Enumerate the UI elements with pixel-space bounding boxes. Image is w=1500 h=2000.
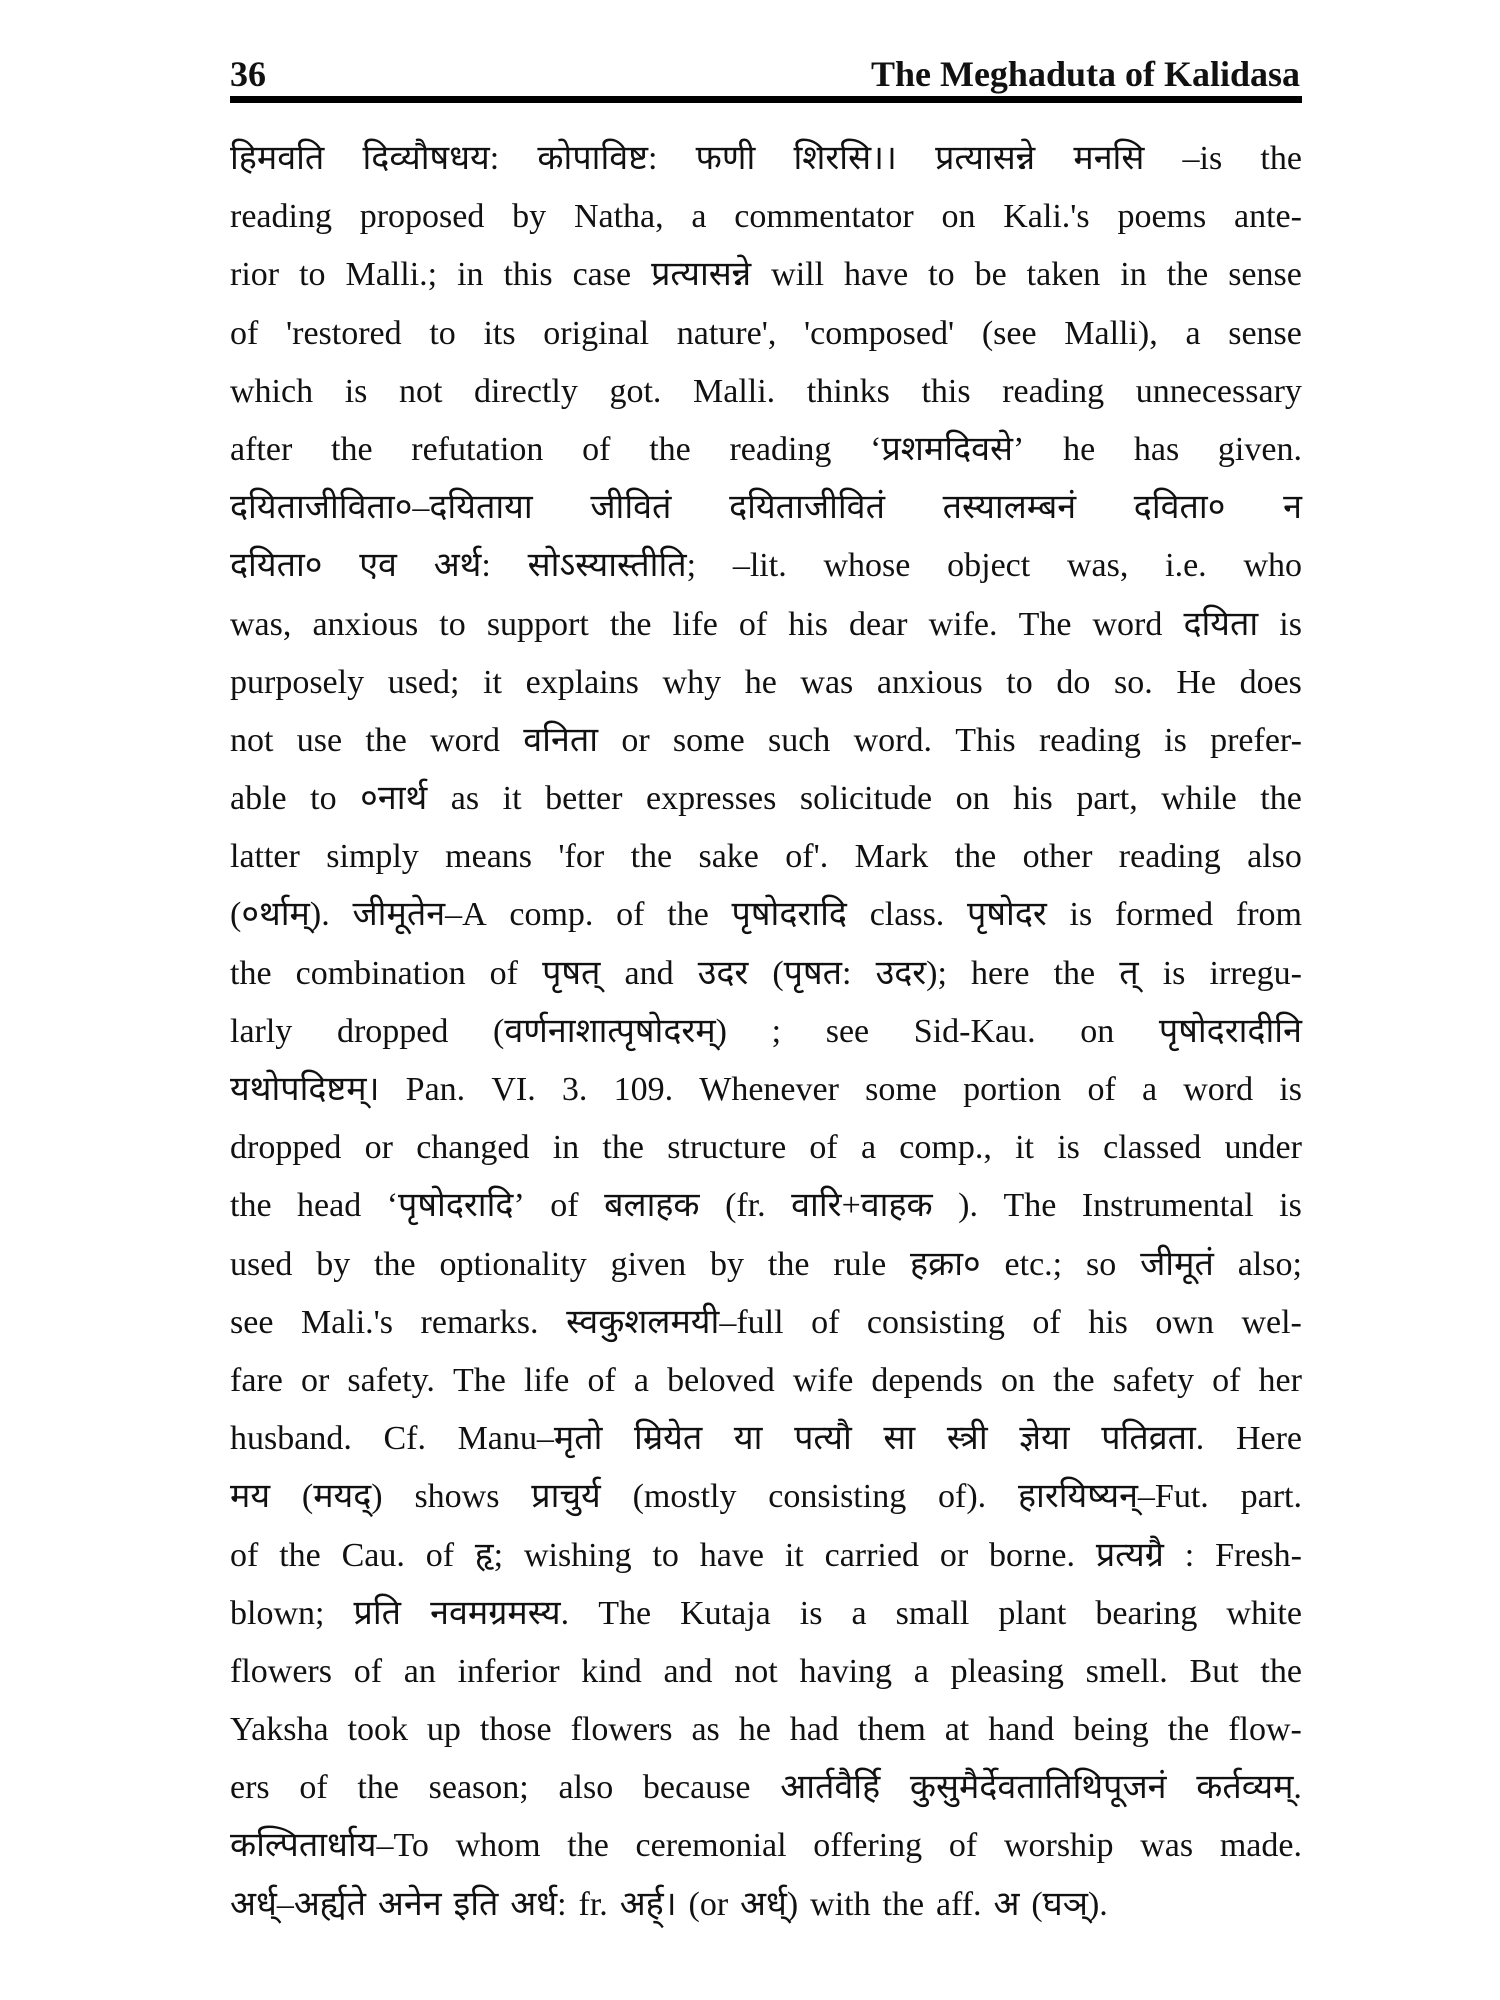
text-line: flowers of an inferior kind and not having a pleasing smell. But the [230, 1652, 1302, 1690]
text-line: latter simply means 'for the sake of'. Mark the other reading also [230, 838, 1302, 876]
text-line: dropped or changed in the structure of a comp., it is classed under [230, 1129, 1302, 1167]
text-line: Yaksha took up those flowers as he had them at hand being the flow- [230, 1711, 1302, 1749]
text-line: मय (मयद्) shows प्राचुर्य (mostly consisting of). हारयिष्यन्–Fut. part. [230, 1478, 1302, 1516]
text-line: दयिताजीविता०–दयिताया जीवितं दयिताजीवितं तस्यालम्बनं दविता० न [230, 489, 1302, 527]
text-line: of 'restored to its original nature', 'composed' (see Malli), a sense [230, 314, 1302, 352]
text-line: not use the word वनिता or some such word. This reading is prefer- [230, 721, 1302, 759]
text-line: ers of the season; also because आर्तवैर्हि कुसुमैर्देवतातिथिपूजनं कर्तव्यम्. [230, 1769, 1302, 1807]
text-line: was, anxious to support the life of his dear wife. The word दयिता is [230, 605, 1302, 643]
text-line: अर्ध्–अर्ह्यते अनेन इति अर्ध: fr. अर्ह्। (or अर्ध्) with the aff. अ (घञ्). [230, 1885, 1108, 1923]
book-title: The Meghaduta of Kalidasa [870, 54, 1300, 94]
header-rule [230, 96, 1302, 103]
text-line: husband. Cf. Manu–मृतो म्रियेत या पत्यौ सा स्त्री ज्ञेया पतिव्रता. Here [230, 1420, 1302, 1458]
text-line: कल्पितार्धाय–To whom the ceremonial offering of worship was made. [230, 1827, 1302, 1865]
text-line: reading proposed by Natha, a commentator on Kali.'s poems ante- [230, 198, 1302, 236]
text-line: the combination of पृषत् and उदर (पृषत: उदर); here the त् is irregu- [230, 954, 1302, 992]
text-line: blown; प्रति नवमग्रमस्य. The Kutaja is a small plant bearing white [230, 1594, 1302, 1632]
text-line: larly dropped (वर्णनाशात्पृषोदरम्) ; see Sid-Kau. on पृषोदरादीनि [230, 1012, 1302, 1050]
text-line: यथोपदिष्टम्। Pan. VI. 3. 109. Whenever some portion of a word is [230, 1071, 1302, 1108]
text-line: purposely used; it explains why he was anxious to do so. He does [230, 663, 1302, 701]
text-line: fare or safety. The life of a beloved wife depends on the safety of her [230, 1361, 1302, 1399]
text-line: of the Cau. of हृ; wishing to have it carried or borne. प्रत्यग्रै : Fresh- [230, 1536, 1302, 1574]
text-line: see Mali.'s remarks. स्वकुशलमयी–full of consisting of his own wel- [230, 1303, 1302, 1341]
page-number: 36 [230, 54, 266, 94]
text-line: after the refutation of the reading ‘प्रशमदिवसे’ he has given. [230, 430, 1302, 468]
running-header [230, 40, 1300, 92]
text-line: which is not directly got. Malli. thinks this reading unnecessary [230, 372, 1302, 410]
text-line: the head ‘पृषोदरादि’ of बलाहक (fr. वारि+वाहक ). The Instrumental is [230, 1187, 1302, 1225]
text-line: दयिता० एव अर्थ: सोऽस्यास्तीति; –lit. whose object was, i.e. who [230, 547, 1302, 585]
commentary-text [230, 130, 1302, 1934]
text-line: (०र्थाम्). जीमूतेन–A comp. of the पृषोदरादि class. पृषोदर is formed from [230, 896, 1302, 934]
text-line: rior to Malli.; in this case प्रत्यासन्ने will have to be taken in the sense [230, 256, 1302, 294]
text-line: हिमवति दिव्यौषधय: कोपाविष्ट: फणी शिरसि।। प्रत्यासन्ने मनसि –is the [230, 140, 1302, 177]
text-line: used by the optionality given by the rule हक्रा० etc.; so जीमूतं also; [230, 1245, 1302, 1283]
text-line: able to ०नार्थ as it better expresses solicitude on his part, while the [230, 780, 1302, 818]
